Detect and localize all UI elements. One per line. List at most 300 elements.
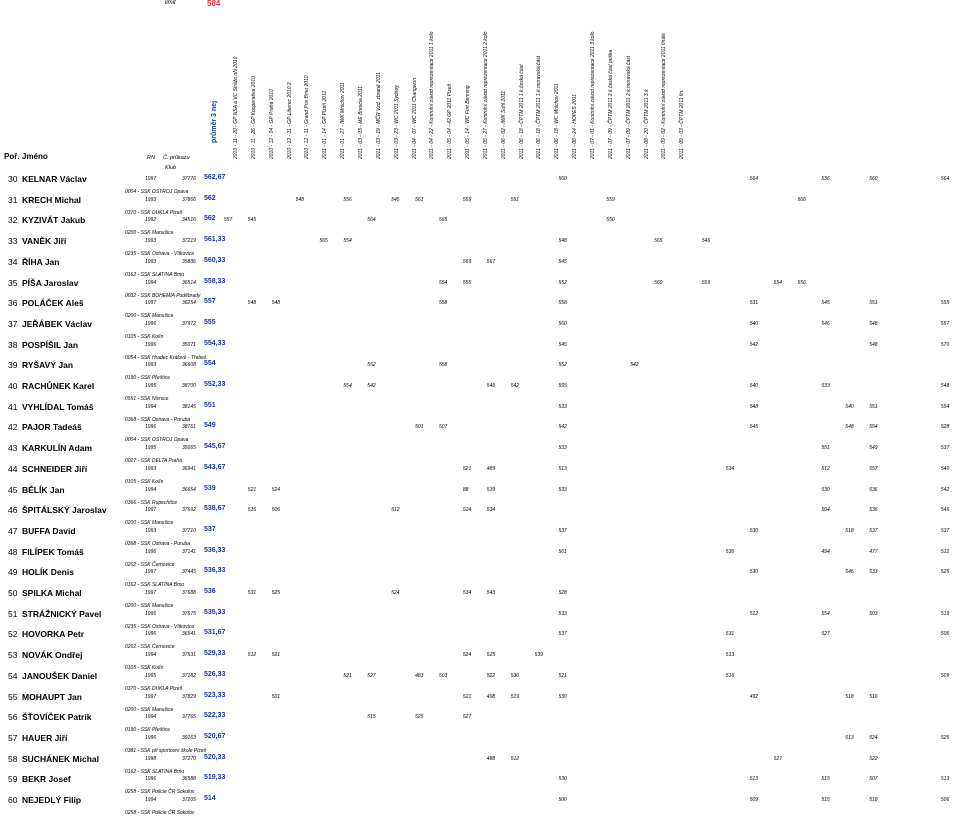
column-header: 2011 - 06 - 24 - HOPES 2011 (572, 94, 579, 159)
shooter-name: PÍŠA Jaroslav (22, 277, 79, 288)
club-name: 0004 - SSK OSTROJ Opava (125, 189, 189, 195)
shooter-name: ŠPITÁLSKÝ Jaroslav (22, 505, 107, 516)
club-name: 0004 - SSK OSTROJ Opava (125, 437, 189, 444)
birth-year: 1994 (145, 403, 157, 410)
club-name: 0162 - SSK SLATINA Brno (125, 271, 185, 278)
average-score: 562,67 (204, 174, 226, 181)
license-number: 37141 (182, 548, 196, 555)
birth-year: 1996 (145, 776, 157, 783)
score-cell: 88 (462, 486, 469, 493)
score-cell: 566 (797, 196, 806, 203)
score-cell: 521 (247, 486, 257, 493)
score-cell: 559 (606, 196, 615, 203)
column-header: 2011 - 04 - 22 - Kontrolní závod reprezentace 2011 1.kolo (429, 31, 436, 159)
score-cell: 498 (486, 693, 496, 700)
shooter-name: KARKULÍN Adam (22, 443, 93, 454)
score-cell: 542 (940, 486, 950, 493)
club-name: 0235 - SSK Ostrava - Vítkovice (125, 251, 195, 258)
position-cell: 52 (8, 629, 18, 640)
average-score: 536 (204, 588, 216, 595)
license-number: 37531 (182, 652, 196, 659)
club-name: 0105 - SSK Kolín (125, 333, 164, 340)
license-number: 37688 (182, 590, 196, 596)
score-cell: 530 (749, 569, 759, 576)
birth-year: 1994 (145, 714, 157, 721)
column-header: 2011 - 05 - 14 - WC Fort Benning (465, 85, 472, 159)
position-cell: 41 (8, 401, 18, 412)
license-number: 39163 (182, 734, 196, 741)
score-cell: 516 (247, 507, 257, 514)
score-cell: 555 (558, 383, 567, 389)
score-cell: 534 (725, 465, 735, 472)
average-score: 538,67 (204, 505, 226, 513)
position-cell: 54 (8, 670, 18, 681)
average-score: 557 (204, 298, 216, 306)
birth-year: 1997 (145, 569, 157, 576)
shooter-name: NOVÁK Ondřej (22, 650, 83, 661)
score-cell: 537 (940, 527, 950, 534)
club-name: 0200 - SSK Manušice (125, 313, 174, 320)
average-score: 552,33 (204, 381, 226, 388)
score-cell: 530 (510, 672, 520, 679)
club-name: 0162 - SSK SLATINA Brno (125, 768, 185, 775)
score-cell: 560 (558, 320, 567, 327)
score-cell: 521 (558, 672, 567, 679)
average-score: 543,67 (204, 463, 226, 471)
license-number: 35071 (182, 341, 196, 348)
score-cell: 540 (749, 383, 759, 389)
birth-year: 1997 (145, 590, 157, 596)
score-cell: 528 (940, 424, 950, 431)
position-cell: 42 (8, 422, 18, 433)
score-cell: 537 (940, 445, 950, 452)
position-cell: 58 (8, 753, 18, 764)
license-number: 37692 (182, 507, 196, 514)
score-cell: 542 (630, 362, 639, 369)
header-jmeno: Jméno (22, 152, 48, 161)
header-avg: průměr 3 nej (211, 100, 218, 143)
score-cell: 506 (271, 507, 281, 514)
position-cell: 44 (8, 463, 18, 474)
score-cell: 524 (462, 652, 472, 659)
column-header: 2010 - 11 - 26 - GP Kooperativa 2010 (250, 76, 257, 159)
license-number: 34516 (182, 217, 196, 224)
score-cell: 554 (439, 279, 448, 286)
score-cell: 527 (462, 714, 472, 721)
column-header: 2011 - 03 - 19 - MČR Vzd. zbraně 2011 (375, 72, 382, 159)
license-number: 36654 (182, 486, 196, 493)
birth-year: 1996 (145, 424, 157, 431)
birth-year: 1996 (145, 631, 157, 638)
score-cell: 477 (869, 548, 878, 555)
score-cell: 558 (439, 300, 448, 307)
license-number: 38700 (182, 383, 196, 389)
average-score: 549 (204, 422, 216, 430)
shooter-name: VANĚK Jiří (22, 236, 67, 247)
score-cell: 548 (940, 383, 950, 389)
score-cell: 545 (558, 258, 567, 265)
column-header: 2011 - 06 - 18 - WC Mnichov 2011 (554, 83, 561, 159)
position-cell: 34 (8, 256, 18, 267)
score-cell: 533 (821, 383, 830, 389)
score-cell: 513 (749, 776, 759, 783)
score-cell: 494 (821, 548, 830, 555)
score-cell: 515 (367, 714, 376, 721)
birth-year: 1993 (145, 465, 157, 472)
birth-year: 1994 (145, 486, 157, 493)
shooter-name: POSPÍŠIL Jan (22, 339, 79, 350)
average-score: 554,33 (204, 339, 226, 347)
birth-year: 1997 (145, 693, 157, 700)
score-cell: 506 (940, 797, 950, 803)
score-cell: 558 (439, 362, 448, 369)
score-cell: 506 (940, 631, 950, 638)
score-cell: 548 (558, 238, 567, 245)
club-name: 0162 - SSK SLATINA Brno (125, 582, 185, 589)
score-cell: 521 (271, 652, 281, 659)
shooter-name: STRÁŽNICKÝ Pavel (22, 608, 102, 619)
score-cell: 507 (439, 424, 448, 431)
shooter-name: BEKR Josef (22, 774, 71, 785)
score-cell: 519 (940, 610, 950, 617)
score-cell: 548 (295, 196, 304, 203)
table-row (0, 795, 960, 836)
club-name: 0190 - SSK Přeštice (125, 375, 171, 382)
average-score: 522,33 (204, 712, 226, 720)
column-header: 2010 - 12 - 11 - GP Liberec 2010 2 (286, 82, 293, 159)
shooter-name: JANOUŠEK Daniel (22, 670, 98, 681)
score-cell: 554 (869, 424, 878, 431)
score-cell: 524 (391, 590, 400, 596)
birth-year: 1996 (145, 320, 157, 327)
column-header: 2011 - 06 - 18 - ČPTM 2011 1.k.česká část (518, 64, 525, 159)
position-cell: 55 (8, 691, 18, 702)
club-name: 0370 - SSK DUKLA Plzeň (125, 685, 183, 692)
score-cell: 513 (558, 465, 567, 472)
average-score: 536,33 (204, 567, 226, 575)
column-header: 2011 - 03 - 03 - ME Brescia 2011 (357, 86, 364, 159)
license-number: 37675 (182, 610, 196, 617)
score-cell: 521 (462, 465, 472, 472)
score-cell: 512 (510, 755, 520, 762)
average-score: 536,33 (204, 546, 226, 554)
column-header: 2011 - 01 - 27 - IWK Mnichov 2011 (340, 82, 347, 159)
score-cell: 525 (486, 652, 496, 659)
birth-year: 1996 (145, 610, 157, 617)
license-number: 37182 (182, 672, 196, 679)
score-cell: 533 (558, 403, 567, 410)
club-name: 0381 - SSK při sportovní škole Plzeň (125, 747, 207, 754)
shooter-name: HOLÍK Denis (22, 567, 74, 578)
club-name: 0366 - SSK Rupechtice (125, 499, 177, 506)
score-cell: 489 (486, 465, 496, 472)
score-cell: 546 (701, 238, 711, 245)
score-cell: 518 (845, 693, 854, 700)
birth-year: 1993 (145, 196, 157, 203)
score-cell: 539 (534, 652, 543, 659)
club-name: 0202 - SSK Černovice (125, 561, 175, 568)
shooter-name: KYZIVÁT Jakub (22, 215, 86, 226)
birth-year: 1997 (145, 507, 157, 514)
birth-year: 1996 (145, 734, 157, 741)
score-cell: 548 (845, 424, 854, 431)
score-cell: 539 (486, 486, 496, 493)
shooter-name: SPILKA Michal (22, 588, 82, 598)
score-cell: 551 (821, 445, 830, 452)
limit-row (165, 0, 221, 8)
position-cell: 50 (8, 588, 18, 598)
score-cell: 549 (869, 445, 878, 452)
shooter-name: PAJOR Tadeáš (22, 422, 82, 433)
score-cell: 530 (558, 776, 567, 783)
score-cell: 528 (558, 590, 567, 596)
column-header: 2011 - 07 - 09 - ČPTM 2011 2.k.česká část puška (607, 49, 614, 159)
position-cell: 46 (8, 505, 18, 516)
score-cell: 513 (725, 652, 735, 659)
birth-year: 1995 (145, 672, 157, 679)
score-cell: 488 (486, 755, 496, 762)
score-cell: 522 (486, 672, 496, 679)
shooter-name: POLÁČEK Aleš (22, 298, 84, 309)
score-cell: 548 (271, 300, 281, 307)
shooter-name: HOVORKA Petr (22, 629, 85, 640)
birth-year: 1994 (145, 279, 157, 286)
score-cell: 545 (558, 341, 567, 348)
score-cell: 560 (558, 176, 567, 182)
average-score: 562 (204, 215, 216, 223)
score-cell: 545 (749, 424, 759, 431)
score-cell: 530 (821, 486, 830, 493)
score-cell: 527 (821, 631, 830, 638)
club-name: 0027 - SSK DELTA Praha (125, 458, 182, 465)
score-cell: 556 (797, 279, 806, 286)
column-header: 2011 - 07 - 09 - ČPTM 2011 2.k.moravská část (625, 55, 632, 159)
shooter-name: KRECH Michal (22, 194, 82, 205)
score-cell: 551 (510, 196, 520, 203)
score-cell: 527 (367, 672, 376, 679)
average-score: 545,67 (204, 443, 226, 451)
score-cell: 554 (343, 238, 352, 245)
position-cell: 37 (8, 318, 18, 329)
shooter-name: ŠŤOVÍČEK Patrik (22, 712, 92, 723)
score-cell: 525 (940, 734, 950, 741)
score-cell: 503 (869, 610, 878, 617)
average-score: 531,67 (204, 629, 226, 637)
score-cell: 536 (869, 507, 878, 514)
column-header: 2011 - 05 - 04 - 42 GP 2011 Plzeň (447, 83, 454, 159)
score-cell: 533 (558, 610, 567, 617)
birth-year: 1994 (145, 797, 157, 803)
average-score: 561,33 (204, 236, 226, 244)
score-cell: 570 (940, 341, 950, 348)
license-number: 37866 (182, 196, 196, 203)
score-cell: 550 (606, 217, 615, 224)
license-number: 36608 (182, 362, 196, 369)
license-number: 36541 (182, 631, 196, 638)
club-name: 0190 - SSK Přeštice (125, 727, 171, 734)
score-cell: 515 (821, 776, 830, 783)
license-number: 37829 (182, 693, 196, 700)
score-cell: 540 (749, 320, 759, 327)
license-number: 38761 (182, 424, 196, 431)
shooter-name: BĚLÍK Jan (22, 484, 65, 495)
birth-year: 1997 (145, 176, 157, 182)
club-name: 0032 - SSK BOHEMIA Poděbrady (125, 292, 201, 299)
score-cell: 561 (558, 548, 567, 555)
club-name: 0551 - SSK Nivnice (125, 396, 169, 402)
score-cell: 554 (343, 383, 352, 389)
club-name: 0368 - SSK Ostrava - Poruba (125, 416, 191, 423)
birth-year: 1993 (145, 238, 157, 245)
score-cell: 548 (869, 320, 878, 327)
position-cell: 56 (8, 712, 18, 723)
column-header: 2011 - 08 - 20 - ČPTM 2011 3.k (643, 89, 650, 159)
score-cell: 560 (869, 176, 878, 182)
score-cell: 533 (869, 569, 878, 576)
column-header: 2010 - 11 - 20 - GP NSA a VC Stráže nN 2010 (233, 56, 239, 159)
score-cell: 512 (749, 610, 759, 617)
club-name: 0368 - SSK Ostrava - Poruba (125, 540, 191, 547)
average-score: 523,33 (204, 691, 226, 699)
position-cell: 57 (8, 732, 18, 743)
position-cell: 48 (8, 546, 18, 557)
score-cell: 516 (869, 693, 878, 700)
shooter-name: MOHAUPT Jan (22, 691, 82, 702)
license-number: 37710 (182, 527, 196, 534)
club-name: 0105 - SSK Kolín (125, 665, 164, 672)
score-cell: 509 (940, 672, 950, 679)
score-cell: 555 (940, 300, 950, 307)
license-number: 37776 (182, 176, 196, 182)
club-name: 0200 - SSK Manušice (125, 603, 174, 609)
shooter-name: NEJEDLÝ Filip (22, 795, 82, 805)
score-cell: 552 (367, 362, 376, 369)
club-name: 0200 - SSK Manušice (125, 230, 174, 237)
score-cell: 546 (845, 569, 854, 576)
license-number: 35836 (182, 258, 196, 265)
position-cell: 33 (8, 236, 18, 247)
score-cell: 557 (940, 320, 950, 327)
score-cell: 555 (462, 279, 472, 286)
score-cell: 530 (749, 527, 759, 534)
score-cell: 540 (940, 465, 950, 472)
score-cell: 567 (486, 258, 496, 265)
club-name: 0105 - SSK Kolín (125, 478, 164, 485)
average-score: 520,67 (204, 732, 226, 740)
shooter-name: RACHŮNEK Karel (22, 381, 95, 391)
score-cell: 512 (247, 652, 257, 659)
score-cell: 565 (654, 238, 663, 245)
shooter-name: SCHNEIDER Jiří (22, 463, 88, 474)
limit-value: 584 (207, 0, 221, 8)
shooter-name: BUFFA David (22, 525, 76, 536)
score-cell: 515 (821, 797, 830, 803)
score-cell: 537 (558, 631, 567, 638)
score-cell: 536 (821, 176, 830, 182)
position-cell: 60 (8, 795, 18, 805)
average-score: 520,33 (204, 753, 226, 761)
score-cell: 546 (821, 320, 830, 327)
score-cell: 516 (725, 672, 735, 679)
average-score: 560,33 (204, 256, 226, 264)
average-score: 555 (204, 318, 216, 326)
score-cell: 564 (367, 217, 376, 224)
column-header: 2011 - 06 - 18 - ČPTM 2011 1.k.moravská část (536, 55, 543, 159)
position-cell: 45 (8, 484, 18, 495)
score-cell: 507 (869, 776, 878, 783)
score-cell: 504 (821, 507, 830, 514)
position-cell: 30 (8, 174, 18, 184)
header-rn: RN (147, 155, 155, 161)
average-score: 558,33 (204, 277, 226, 285)
club-name: 0200 - SSK Manušice (125, 706, 174, 713)
column-header: 2011 - 09 - 02 - Kontrolní závod reprezentace 2011 finále (661, 32, 668, 159)
score-cell: 500 (558, 797, 567, 803)
shooter-name: KELNAR Václav (22, 174, 87, 184)
score-cell: 542 (510, 383, 520, 389)
score-cell: 565 (319, 238, 328, 245)
average-score: 554 (204, 360, 216, 368)
score-cell: 522 (869, 755, 878, 762)
license-number: 37765 (182, 714, 196, 721)
score-cell: 512 (821, 465, 830, 472)
score-cell: 483 (415, 672, 424, 679)
score-cell: 536 (869, 486, 878, 493)
license-number: 37270 (182, 755, 196, 762)
score-cell: 543 (486, 590, 496, 596)
score-cell: 512 (391, 507, 400, 514)
score-cell: 524 (462, 507, 472, 514)
score-cell: 554 (940, 403, 950, 410)
position-cell: 36 (8, 298, 18, 309)
score-cell: 530 (558, 693, 567, 700)
birth-year: 1993 (145, 258, 157, 265)
score-cell: 540 (845, 403, 854, 410)
birth-year: 1995 (145, 383, 157, 389)
position-cell: 38 (8, 339, 18, 350)
score-cell: 554 (773, 279, 782, 286)
license-number: 36254 (182, 300, 196, 307)
license-number: 38145 (182, 403, 196, 410)
birth-year: 1996 (145, 548, 157, 555)
position-cell: 32 (8, 215, 18, 226)
average-score: 526,33 (204, 670, 226, 678)
position-cell: 47 (8, 525, 18, 536)
average-score: 519,33 (204, 774, 226, 782)
column-header: 2011 - 07 - 01 - Kontrolní závod reprezentace 2011 3.kolo (590, 31, 596, 159)
score-cell: 559 (462, 196, 472, 203)
position-cell: 35 (8, 277, 18, 288)
shooter-name: ŘÍHA Jan (22, 256, 60, 267)
score-cell: 534 (462, 590, 472, 596)
score-cell: 536 (725, 548, 735, 555)
average-score: 539 (204, 484, 216, 492)
column-header: 2011 - 09 - 03 - ČPTM 2011 fin. (679, 89, 686, 159)
score-cell: 513 (845, 734, 854, 741)
score-cell: 533 (558, 445, 567, 452)
score-cell: 492 (749, 693, 759, 700)
score-cell: 525 (940, 569, 950, 576)
average-score: 535,33 (204, 608, 226, 616)
club-name: 0054 - SSK Hradec Králové - Třebeš (125, 354, 207, 361)
club-name: 0235 - SSK Ostrava - Vítkovice (125, 623, 195, 630)
birth-year: 1993 (145, 527, 157, 534)
score-cell: 527 (773, 755, 782, 762)
birth-year: 1994 (145, 652, 157, 659)
score-cell: 557 (869, 465, 878, 472)
shooter-name: FILÍPEK Tomáš (22, 546, 84, 557)
score-cell: 559 (701, 279, 711, 286)
